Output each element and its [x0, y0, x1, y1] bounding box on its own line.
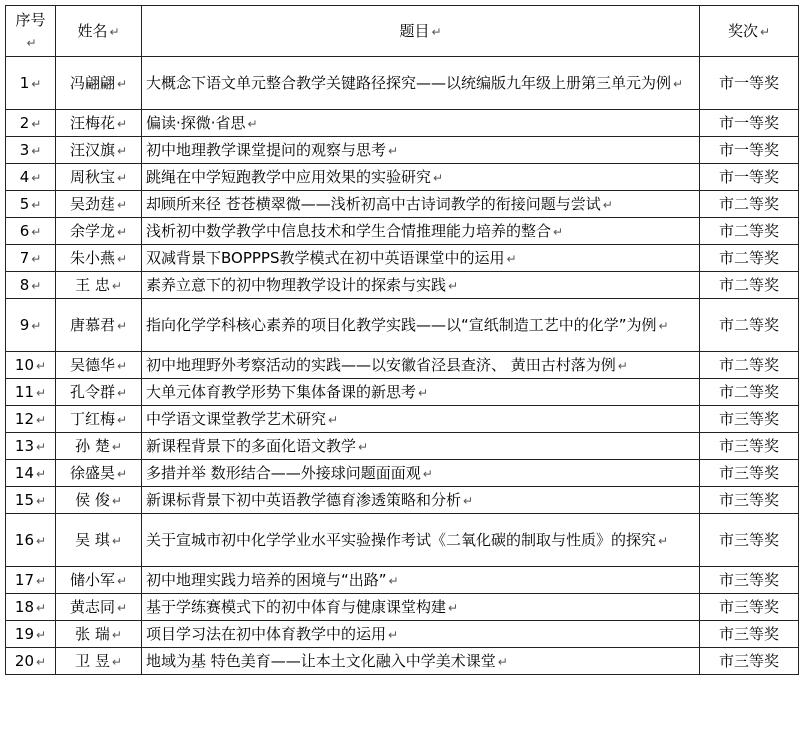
table-row [6, 594, 799, 621]
return-mark: ↵ [116, 412, 128, 427]
row-name [56, 487, 142, 514]
table-row [6, 191, 799, 218]
return-mark: ↵ [31, 251, 42, 266]
return-mark: ↵ [388, 627, 399, 642]
row-award-text: 市三等奖 [718, 571, 779, 589]
row-title [142, 164, 700, 191]
row-award-text: 市三等奖 [718, 437, 779, 455]
return-mark: ↵ [36, 385, 47, 400]
row-award-text: 市二等奖 [718, 383, 779, 401]
row-title [142, 218, 700, 245]
row-name [56, 137, 142, 164]
return-mark: ↵ [602, 197, 613, 212]
row-name-text: 孔令群 [69, 382, 115, 401]
return-mark: ↵ [658, 533, 669, 548]
row-title-text: 却顾所来径 苍苍横翠微——浅析初高中古诗词教学的衔接问题与尝试 [146, 194, 601, 213]
row-number-text: 15 [14, 490, 35, 509]
row-award-text: 市一等奖 [718, 168, 779, 186]
row-award [700, 406, 799, 433]
row-name [56, 406, 142, 433]
return-mark: ↵ [497, 654, 508, 669]
row-name-text: 卫 昱 [75, 651, 110, 670]
row-title [142, 137, 700, 164]
return-mark: ↵ [673, 76, 684, 91]
row-name-text: 朱小燕 [69, 248, 115, 267]
return-mark: ↵ [116, 251, 128, 266]
row-title-text: 浅析初中数学教学中信息技术和学生合情推理能力培养的整合 [146, 221, 552, 240]
row-title [142, 433, 700, 460]
row-title-text: 跳绳在中学短跑教学中应用效果的实验研究 [146, 167, 432, 186]
row-number-text: 18 [14, 597, 35, 616]
return-mark: ↵ [116, 573, 128, 588]
row-name [56, 460, 142, 487]
row-award-text: 市一等奖 [718, 141, 779, 159]
table-row [6, 514, 799, 567]
row-name [56, 379, 142, 406]
return-mark: ↵ [31, 143, 42, 158]
return-mark: ↵ [31, 197, 42, 212]
row-award [700, 272, 799, 299]
row-number [6, 110, 56, 137]
row-number [6, 218, 56, 245]
row-name-text: 周秋宝 [69, 167, 115, 186]
row-name-text: 侯 俊 [75, 490, 110, 509]
row-award [700, 137, 799, 164]
row-title-text: 大单元体育教学形势下集体备课的新思考 [146, 382, 417, 401]
return-mark: ↵ [116, 318, 128, 333]
return-mark: ↵ [31, 170, 42, 185]
row-award-text: 市二等奖 [718, 222, 779, 240]
row-name [56, 164, 142, 191]
row-title-text: 双减背景下BOPPPS教学模式在初中英语课堂中的运用 [146, 248, 505, 267]
row-award-text: 市二等奖 [718, 249, 779, 267]
row-title [142, 594, 700, 621]
return-mark: ↵ [116, 224, 128, 239]
row-number-text: 19 [14, 624, 35, 643]
return-mark: ↵ [448, 278, 459, 293]
return-mark: ↵ [116, 76, 128, 91]
row-title-text: 基于学练赛模式下的初中体育与健康课堂构建 [146, 597, 447, 616]
row-name [56, 218, 142, 245]
row-title-text: 素养立意下的初中物理教学设计的探索与实践 [146, 275, 447, 294]
row-name-text: 余学龙 [69, 221, 115, 240]
row-award-text: 市二等奖 [718, 316, 779, 334]
row-title-text: 项目学习法在初中体育教学中的运用 [146, 624, 387, 643]
table-row [6, 272, 799, 299]
row-title [142, 191, 700, 218]
row-number-text: 6 [19, 221, 30, 240]
return-mark: ↵ [111, 278, 122, 293]
row-number-text: 17 [14, 570, 35, 589]
table-row [6, 433, 799, 460]
row-title [142, 110, 700, 137]
return-mark: ↵ [36, 466, 47, 481]
row-award-text: 市三等奖 [718, 464, 779, 482]
row-award [700, 110, 799, 137]
row-title-text: 指向化学学科核心素养的项目化教学实践——以“宣纸制造工艺中的化学”为例 [146, 315, 657, 334]
return-mark: ↵ [116, 116, 128, 131]
return-mark: ↵ [658, 318, 669, 333]
header-title: 题目 ↵ [142, 6, 700, 57]
row-award [700, 433, 799, 460]
header-row [6, 6, 799, 57]
return-mark: ↵ [116, 358, 128, 373]
row-number [6, 594, 56, 621]
row-number [6, 487, 56, 514]
row-name [56, 433, 142, 460]
header-number: 序号↵ [6, 6, 56, 57]
row-award [700, 487, 799, 514]
row-award-text: 市二等奖 [718, 195, 779, 213]
row-title-text: 大概念下语文单元整合教学关键路径探究——以统编版九年级上册第三单元为例 [146, 73, 672, 92]
row-title [142, 299, 700, 352]
table-row [6, 57, 799, 110]
row-award-text: 市一等奖 [718, 74, 779, 92]
row-number [6, 433, 56, 460]
row-title [142, 272, 700, 299]
row-award [700, 57, 799, 110]
row-number [6, 621, 56, 648]
row-name-text: 冯翩翩 [69, 73, 115, 92]
row-title [142, 245, 700, 272]
row-number-text: 12 [14, 409, 35, 428]
row-number [6, 567, 56, 594]
row-number-text: 8 [19, 275, 30, 294]
return-mark: ↵ [31, 278, 42, 293]
return-mark: ↵ [358, 439, 369, 454]
row-award-text: 市一等奖 [718, 114, 779, 132]
return-mark: ↵ [111, 533, 122, 548]
row-award [700, 191, 799, 218]
table-row [6, 379, 799, 406]
awards-table [5, 5, 799, 675]
row-number-text: 14 [14, 463, 35, 482]
row-number [6, 648, 56, 675]
return-mark: ↵ [433, 170, 444, 185]
table-row [6, 245, 799, 272]
row-number-text: 9 [19, 315, 30, 334]
row-award [700, 352, 799, 379]
row-number [6, 137, 56, 164]
return-mark: ↵ [422, 466, 433, 481]
row-number [6, 406, 56, 433]
return-mark: ↵ [111, 654, 122, 669]
return-mark: ↵ [116, 143, 128, 158]
table-row [6, 218, 799, 245]
row-title [142, 648, 700, 675]
row-title-text: 多措并举 数形结合——外接球问题面面观 [146, 463, 421, 482]
table-row [6, 460, 799, 487]
row-number-text: 2 [19, 113, 30, 132]
row-name-text: 唐慕君 [69, 315, 115, 334]
return-mark: ↵ [247, 116, 258, 131]
row-number-text: 5 [19, 194, 30, 213]
row-award [700, 245, 799, 272]
return-mark: ↵ [111, 627, 122, 642]
row-award [700, 621, 799, 648]
return-mark: ↵ [116, 170, 128, 185]
table-row [6, 137, 799, 164]
table-row [6, 110, 799, 137]
row-number-text: 16 [14, 530, 35, 549]
row-number-text: 4 [19, 167, 30, 186]
row-title-text: 新课标背景下初中英语教学德育渗透策略和分析 [146, 490, 462, 509]
row-number [6, 245, 56, 272]
row-number [6, 191, 56, 218]
table-row [6, 567, 799, 594]
return-mark: ↵ [36, 439, 47, 454]
row-award-text: 市二等奖 [718, 356, 779, 374]
return-mark: ↵ [116, 600, 128, 615]
return-mark: ↵ [111, 493, 122, 508]
row-name [56, 57, 142, 110]
return-mark: ↵ [36, 573, 47, 588]
row-name [56, 191, 142, 218]
row-number [6, 379, 56, 406]
row-title-text: 初中地理野外考察活动的实践——以安徽省泾县查济、 黄田古村落为例 [146, 355, 616, 374]
row-award [700, 460, 799, 487]
table-row [6, 164, 799, 191]
row-name-text: 吴劲莛 [69, 194, 115, 213]
return-mark: ↵ [111, 439, 122, 454]
row-title-text: 初中地理教学课堂提问的观察与思考 [146, 140, 387, 159]
return-mark: ↵ [36, 600, 47, 615]
row-award-text: 市三等奖 [718, 410, 779, 428]
row-title [142, 487, 700, 514]
row-award [700, 514, 799, 567]
return-mark: ↵ [448, 600, 459, 615]
row-name [56, 110, 142, 137]
row-number-text: 1 [19, 73, 30, 92]
table-row [6, 299, 799, 352]
row-name [56, 648, 142, 675]
row-title [142, 406, 700, 433]
row-name [56, 245, 142, 272]
row-name [56, 272, 142, 299]
row-title-text: 中学语文课堂教学艺术研究 [146, 409, 327, 428]
row-award [700, 299, 799, 352]
row-award-text: 市三等奖 [718, 625, 779, 643]
row-name-text: 张 瑞 [75, 624, 110, 643]
row-number-text: 11 [14, 382, 35, 401]
row-award-text: 市三等奖 [718, 531, 779, 549]
return-mark: ↵ [31, 224, 42, 239]
return-mark: ↵ [388, 143, 399, 158]
row-award [700, 594, 799, 621]
row-name-text: 储小军 [69, 570, 115, 589]
row-name-text: 孙 楚 [75, 436, 110, 455]
row-name-text: 丁红梅 [69, 409, 115, 428]
header-award: 奖次 ↵ [700, 6, 799, 57]
row-name-text: 汪梅花 [69, 113, 115, 132]
return-mark: ↵ [116, 385, 128, 400]
table-row [6, 487, 799, 514]
row-award [700, 164, 799, 191]
row-name [56, 514, 142, 567]
row-title [142, 567, 700, 594]
row-number [6, 272, 56, 299]
table-row [6, 352, 799, 379]
return-mark: ↵ [31, 76, 42, 91]
row-award-text: 市三等奖 [718, 491, 779, 509]
row-name-text: 徐盛昊 [69, 463, 115, 482]
row-title [142, 621, 700, 648]
return-mark: ↵ [418, 385, 429, 400]
row-name [56, 352, 142, 379]
row-name [56, 621, 142, 648]
row-title [142, 57, 700, 110]
row-title [142, 379, 700, 406]
row-title-text: 地域为基 特色美育——让本土文化融入中学美术课堂 [146, 651, 496, 670]
row-number [6, 460, 56, 487]
return-mark: ↵ [36, 627, 47, 642]
return-mark: ↵ [36, 412, 47, 427]
return-mark: ↵ [388, 573, 399, 588]
row-number-text: 13 [14, 436, 35, 455]
row-title-text: 关于宣城市初中化学学业水平实验操作考试《二氧化碳的制取与性质》的探究 [146, 530, 657, 549]
return-mark: ↵ [617, 358, 628, 373]
return-mark: ↵ [36, 493, 47, 508]
table-row [6, 621, 799, 648]
header-name: 姓名 ↵ [56, 6, 142, 57]
row-number [6, 164, 56, 191]
row-number-text: 10 [14, 355, 35, 374]
row-name-text: 黄志同 [69, 597, 115, 616]
row-number [6, 514, 56, 567]
row-title [142, 352, 700, 379]
row-award [700, 218, 799, 245]
row-award-text: 市三等奖 [718, 598, 779, 616]
row-award [700, 648, 799, 675]
return-mark: ↵ [463, 493, 474, 508]
return-mark: ↵ [36, 533, 47, 548]
row-number [6, 352, 56, 379]
return-mark: ↵ [31, 318, 42, 333]
return-mark: ↵ [116, 197, 128, 212]
row-number-text: 20 [14, 651, 35, 670]
row-name [56, 299, 142, 352]
row-name-text: 汪汉旗 [69, 140, 115, 159]
row-award-text: 市二等奖 [718, 276, 779, 294]
return-mark: ↵ [116, 466, 128, 481]
row-award [700, 379, 799, 406]
table-row [6, 648, 799, 675]
return-mark: ↵ [506, 251, 517, 266]
row-title [142, 514, 700, 567]
table-row [6, 406, 799, 433]
row-name-text: 吴 琪 [75, 530, 110, 549]
return-mark: ↵ [553, 224, 564, 239]
row-number [6, 57, 56, 110]
row-title-text: 偏读·探微·省思 [146, 113, 246, 132]
row-award-text: 市三等奖 [718, 652, 779, 670]
row-number [6, 299, 56, 352]
row-name [56, 594, 142, 621]
row-name [56, 567, 142, 594]
row-number-text: 3 [19, 140, 30, 159]
return-mark: ↵ [31, 116, 42, 131]
return-mark: ↵ [328, 412, 339, 427]
row-title-text: 初中地理实践力培养的困境与“出路” [146, 570, 387, 589]
row-name-text: 王 忠 [75, 275, 110, 294]
row-award [700, 567, 799, 594]
return-mark: ↵ [36, 654, 47, 669]
row-title-text: 新课程背景下的多面化语文教学 [146, 436, 357, 455]
row-name-text: 吴德华 [69, 355, 115, 374]
row-number-text: 7 [19, 248, 30, 267]
row-title [142, 460, 700, 487]
return-mark: ↵ [36, 358, 47, 373]
